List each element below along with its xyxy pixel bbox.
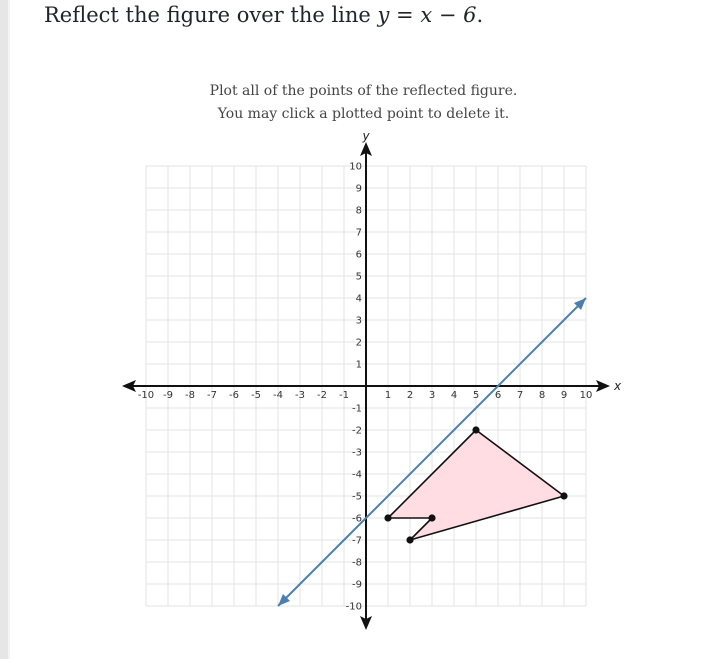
y-tick-label: 8 [355, 205, 362, 217]
y-tick-label: -3 [352, 447, 362, 459]
x-tick-label: 1 [384, 390, 392, 401]
y-tick-label: 2 [355, 337, 362, 349]
x-tick-label: -1 [339, 390, 349, 401]
prompt-text: Reflect the figure over the line [44, 3, 378, 27]
y-tick-label: -2 [352, 425, 362, 437]
x-tick-label: -5 [251, 390, 261, 401]
y-tick-label: -10 [345, 601, 362, 613]
x-tick-label: 4 [450, 390, 458, 401]
figure-vertex[interactable] [560, 492, 567, 499]
axes [122, 129, 622, 630]
y-tick-label: 5 [355, 271, 362, 283]
x-tick-label: -9 [163, 390, 173, 401]
x-axis-label: x [614, 379, 622, 393]
instruction-line-1: Plot all of the points of the reflected figure. [209, 83, 518, 99]
figure-vertex[interactable] [406, 536, 413, 543]
figure-vertex[interactable] [428, 514, 435, 521]
x-tick-label: -8 [185, 390, 195, 401]
y-tick-label: -5 [352, 491, 362, 503]
prompt-equation: y = x − 6 [377, 3, 477, 27]
x-tick-label: -3 [295, 390, 305, 401]
y-tick-label: -7 [352, 535, 362, 547]
x-tick-label: 10 [579, 390, 593, 401]
x-tick-label: -6 [229, 390, 239, 401]
y-tick-label: -8 [352, 557, 362, 569]
y-tick-label: 10 [349, 161, 362, 173]
y-tick-label: -1 [352, 403, 362, 415]
y-tick-label: -9 [352, 579, 362, 591]
y-tick-label: -6 [352, 513, 362, 525]
y-tick-label: 6 [355, 249, 362, 261]
instruction-line-2: You may click a plotted point to delete it. [217, 106, 510, 122]
y-tick-label: 9 [355, 183, 362, 195]
x-tick-label: -2 [317, 390, 327, 401]
x-tick-label: 6 [494, 390, 502, 401]
prompt-period: . [476, 3, 484, 27]
y-axis-label: y [362, 129, 370, 143]
x-tick-label: -10 [137, 390, 155, 401]
x-tick-label: 3 [428, 390, 436, 401]
x-tick-label: 7 [516, 390, 524, 401]
x-tick-label: 9 [560, 390, 568, 401]
y-tick-label: 1 [355, 359, 362, 371]
y-tick-label: 4 [355, 293, 362, 305]
y-tick-label: 7 [355, 227, 362, 239]
x-tick-label: -7 [207, 390, 217, 401]
figure-vertex[interactable] [384, 514, 391, 521]
figure-vertex[interactable] [472, 426, 479, 433]
y-tick-label: 3 [355, 315, 362, 327]
x-tick-label: 5 [472, 390, 480, 401]
y-tick-label: -4 [352, 469, 362, 481]
x-tick-label: -4 [273, 390, 283, 401]
x-tick-label: 2 [406, 390, 414, 401]
x-tick-label: 8 [538, 390, 546, 401]
